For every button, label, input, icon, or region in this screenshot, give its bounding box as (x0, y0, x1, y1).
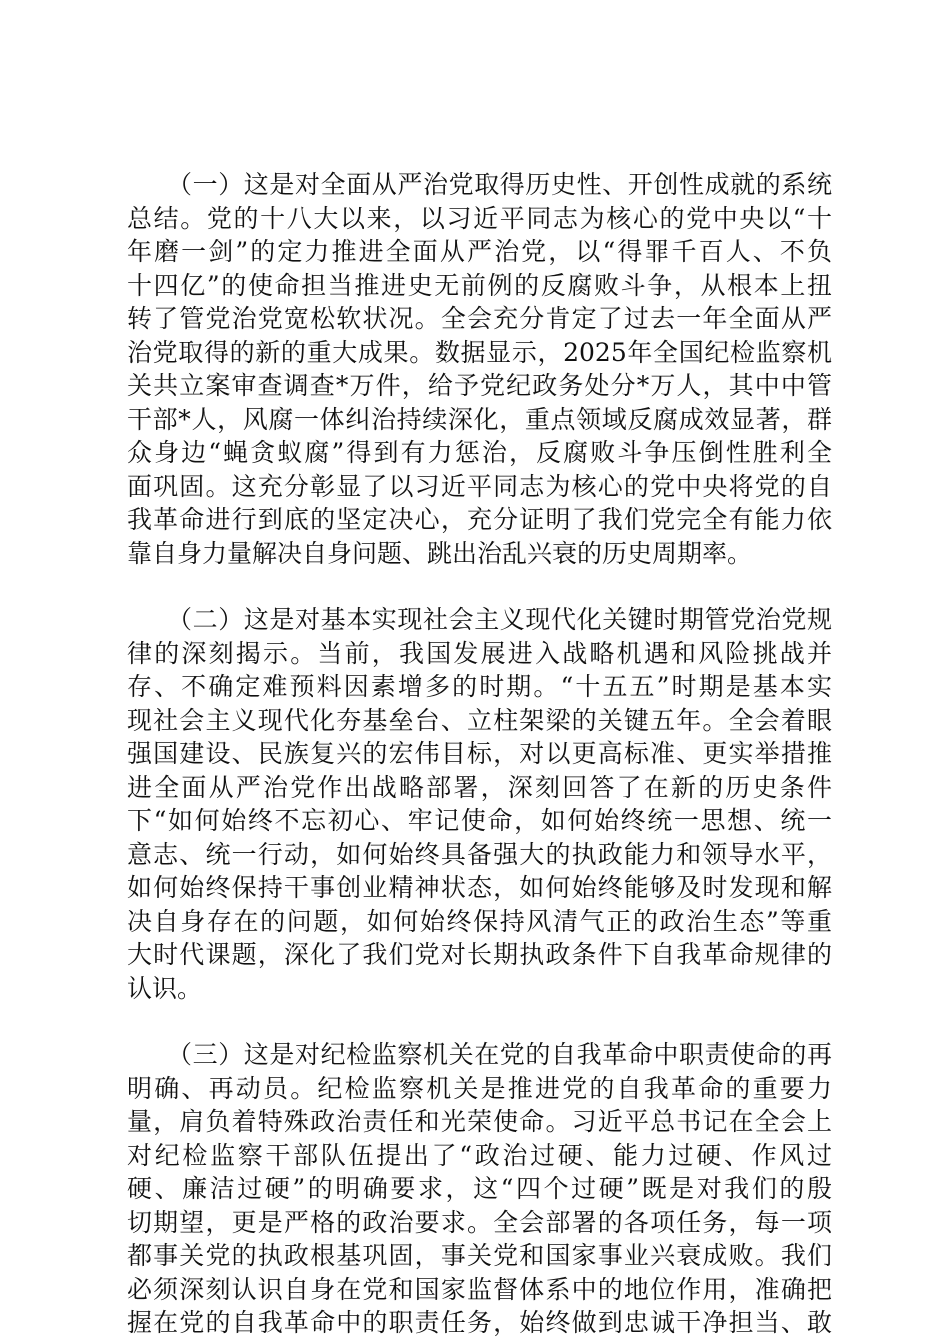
paragraph-line: 下“如何始终不忘初心、牢记使命，如何始终统一思想、统一 (127, 806, 832, 835)
paragraph-line: 明确、再动员。纪检监察机关是推进党的自我革命的重要力 (127, 1073, 832, 1103)
paragraph-line: （二）这是对基本实现社会主义现代化关键时期管党治党规 (167, 605, 832, 634)
paragraph-line: 干部*人，风腐一体纠治持续深化，重点领域反腐成效显著，群 (127, 404, 832, 434)
paragraph-line: 年磨一剑”的定力推进全面从严治党，以“得罪千百人、不负 (127, 237, 832, 266)
paragraph-line: 硬、廉洁过硬”的明确要求，这“四个过硬”既是对我们的殷 (127, 1174, 832, 1203)
paragraph-3 (127, 1038, 832, 1340)
paragraph-line: 对纪检监察干部队伍提出了“政治过硬、能力过硬、作风过 (127, 1140, 832, 1170)
paragraph-line: 都事关党的执政根基巩固，事关党和国家事业兴衰成败。我们 (127, 1241, 832, 1270)
paragraph-line: 关共立案审查调查*万件，给予党纪政务处分*万人，其中中管 (127, 371, 832, 400)
paragraph-line: 现社会主义现代化夯基垒台、立柱架梁的关键五年。全会着眼 (127, 705, 832, 735)
paragraph-spacer (127, 1005, 832, 1038)
paragraph-line: 十四亿”的使命担当推进史无前例的反腐败斗争，从根本上扭 (127, 270, 832, 300)
paragraph-line: 必须深刻认识自身在党和国家监督体系中的地位作用，准确把 (127, 1274, 832, 1304)
paragraph-line: （三）这是对纪检监察机关在党的自我革命中职责使命的再 (167, 1040, 832, 1069)
document-body (127, 168, 832, 1340)
paragraph-line: 认识。 (127, 973, 203, 1003)
paragraph-line: 量，肩负着特殊政治责任和光荣使命。习近平总书记在全会上 (127, 1107, 832, 1136)
paragraph-1 (127, 168, 832, 570)
paragraph-line: 律的深刻揭示。当前，我国发展进入战略机遇和风险挑战并 (127, 638, 832, 668)
paragraph-line: 治党取得的新的重大成果。数据显示，2025年全国纪检监察机 (127, 337, 832, 367)
paragraph-line: （一）这是对全面从严治党取得历史性、开创性成就的系统 (167, 170, 832, 199)
paragraph-line: 总结。党的十八大以来，以习近平同志为核心的党中央以“十 (127, 203, 832, 233)
paragraph-line: 存、不确定难预料因素增多的时期。“十五五”时期是基本实 (127, 672, 832, 701)
paragraph-line: 决自身存在的问题，如何始终保持风清气正的政治生态”等重 (127, 906, 832, 936)
paragraph-line: 大时代课题，深化了我们党对长期执政条件下自我革命规律的 (127, 940, 832, 969)
paragraph-line: 切期望，更是严格的政治要求。全会部署的各项任务，每一项 (127, 1207, 832, 1237)
paragraph-line: 握在党的自我革命中的职责任务，始终做到忠诚干净担当、敢 (127, 1308, 832, 1337)
paragraph-spacer (127, 570, 832, 603)
paragraph-line: 意志、统一行动，如何始终具备强大的执政能力和领导水平， (127, 839, 832, 869)
paragraph-line: 面巩固。这充分彰显了以习近平同志为核心的党中央将党的自 (127, 471, 832, 501)
paragraph-line: 我革命进行到底的坚定决心，充分证明了我们党完全有能力依 (127, 505, 832, 534)
paragraph-line: 靠自身力量解决自身问题、跳出治乱兴衰的历史周期率。 (127, 538, 753, 568)
paragraph-line: 强国建设、民族复兴的宏伟目标，对以更高标准、更实举措推 (127, 739, 832, 768)
paragraph-line: 转了管党治党宽松软状况。全会充分肯定了过去一年全面从严 (127, 304, 832, 333)
paragraph-line: 进全面从严治党作出战略部署，深刻回答了在新的历史条件 (127, 772, 832, 802)
paragraph-line: 如何始终保持干事创业精神状态，如何始终能够及时发现和解 (127, 873, 832, 902)
paragraph-line: 众身边“蝇贪蚁腐”得到有力惩治，反腐败斗争压倒性胜利全 (127, 438, 832, 467)
paragraph-2 (127, 603, 832, 1005)
